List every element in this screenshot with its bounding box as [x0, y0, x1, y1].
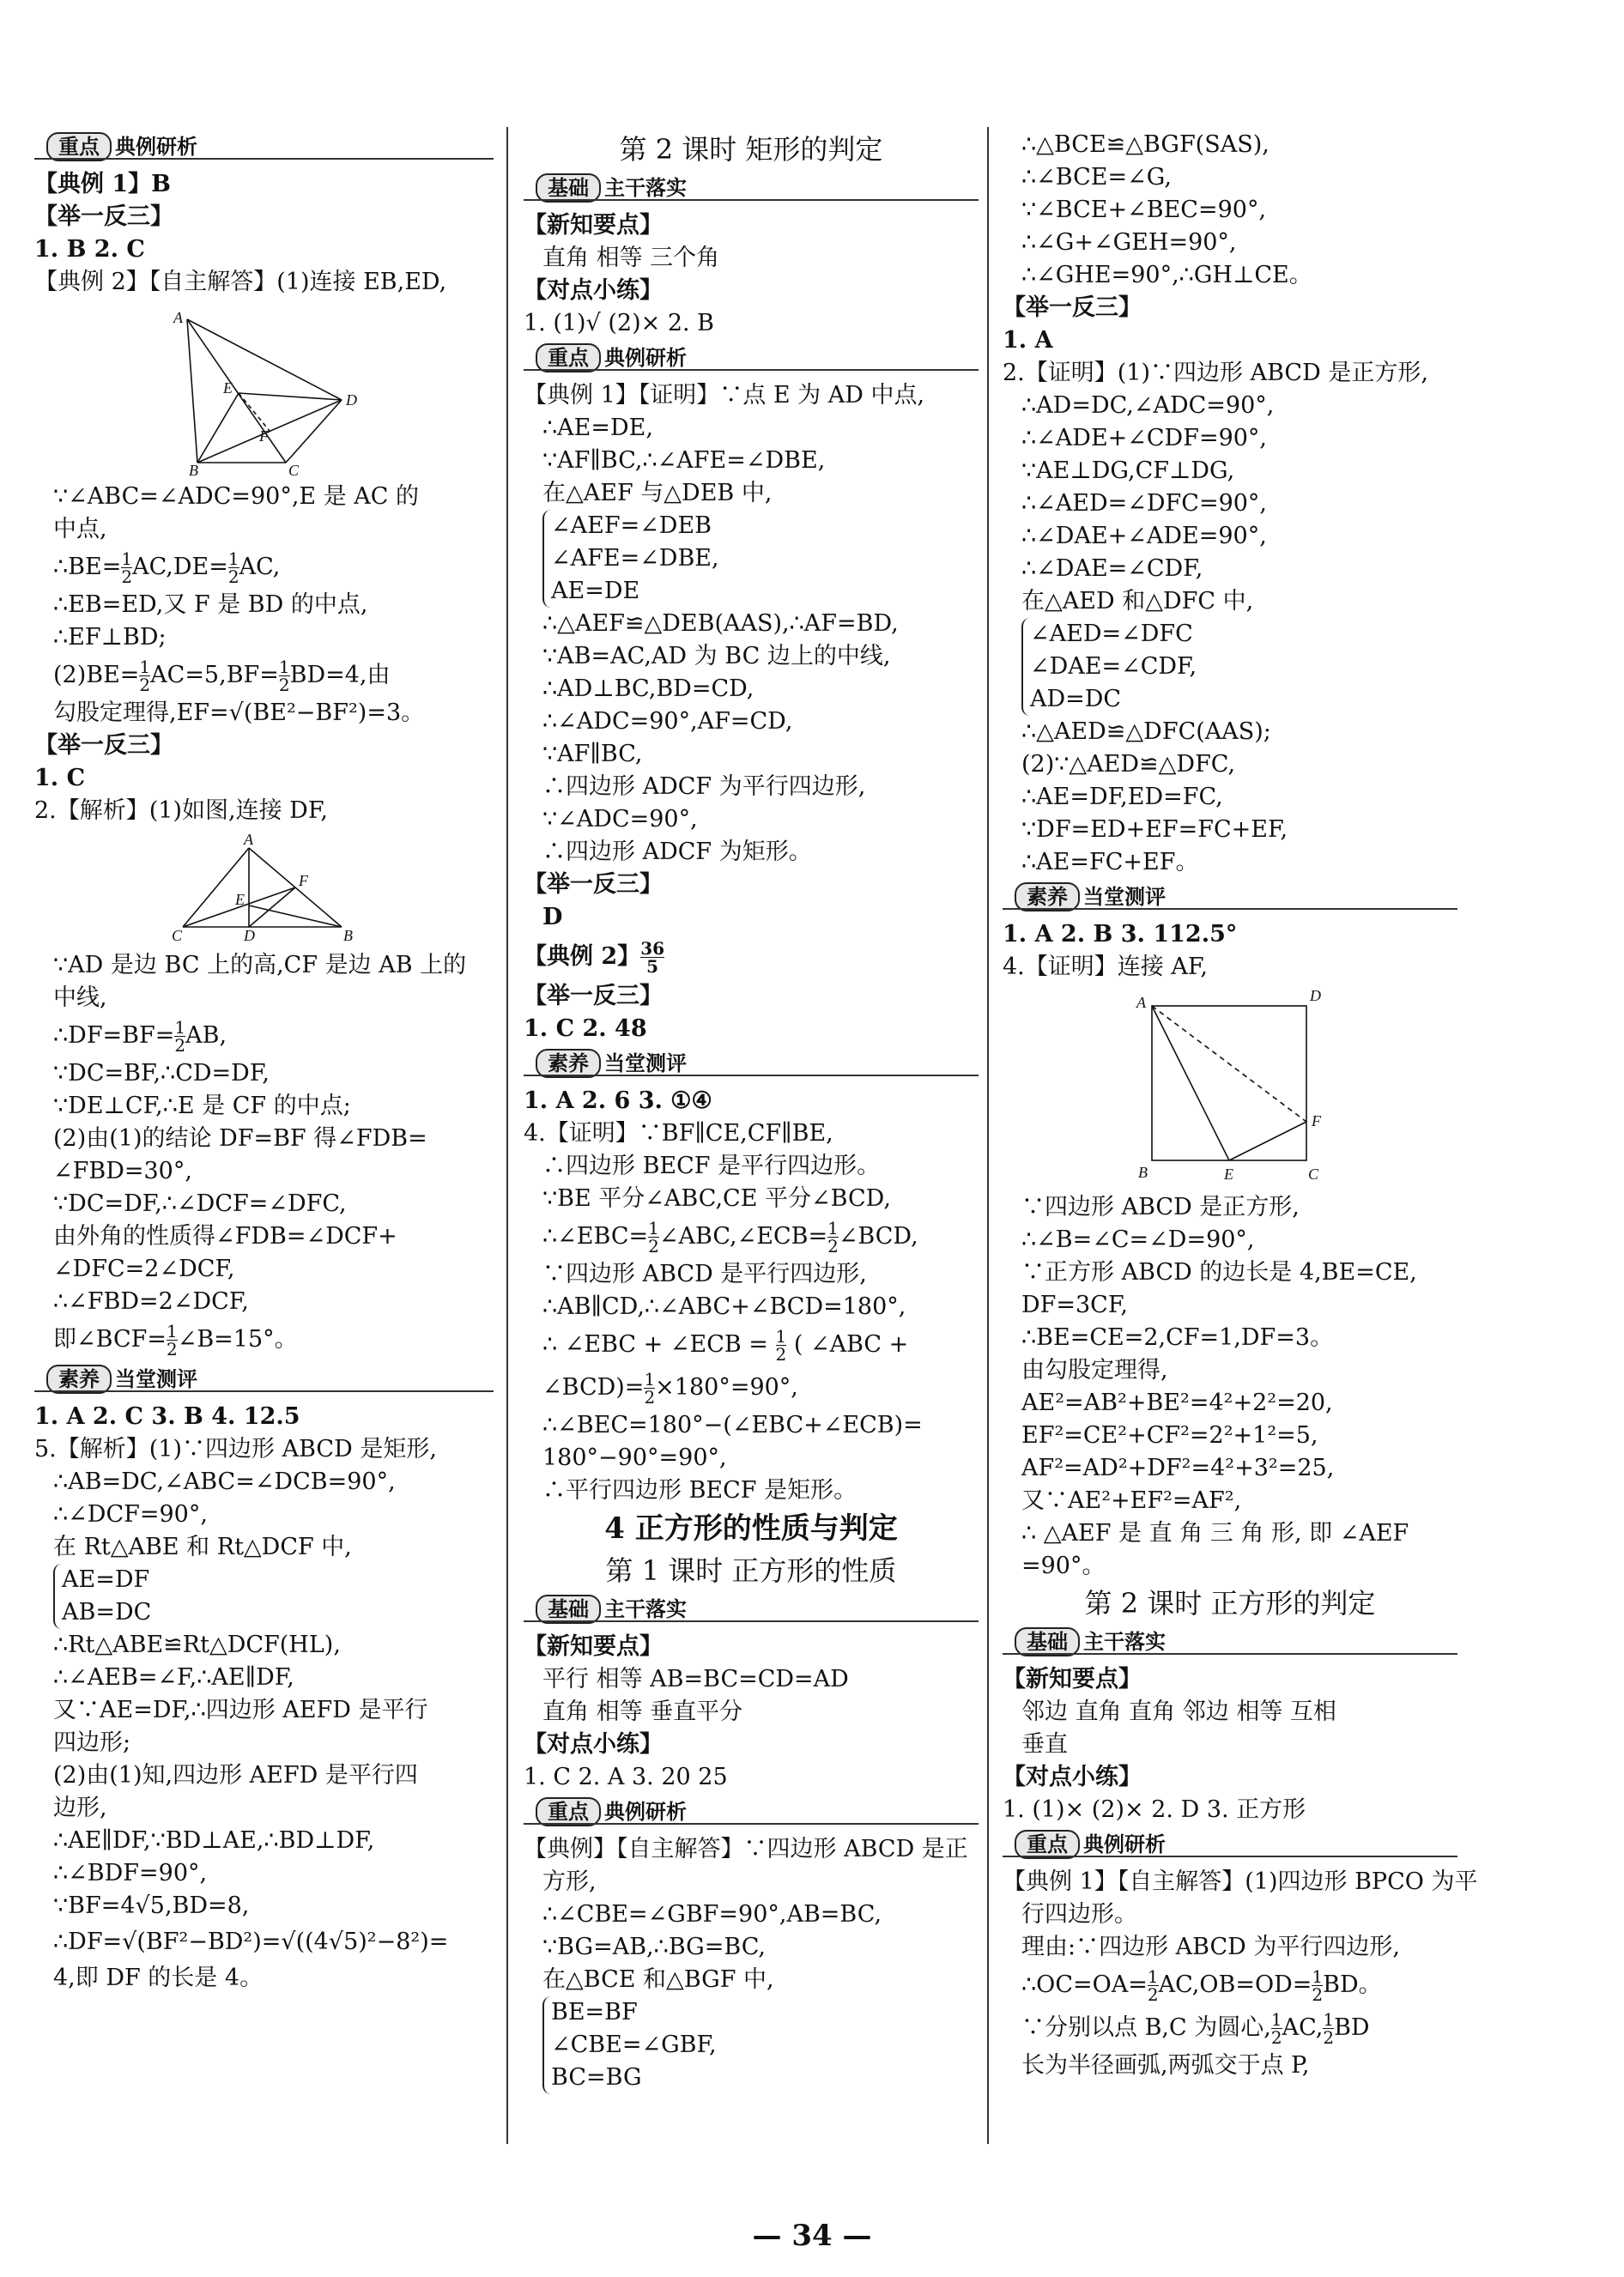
text-line: ∴AE∥DF,∵BD⊥AE,∴BD⊥DF,: [53, 1827, 375, 1854]
text-line: 中点,: [53, 516, 107, 542]
text-line: 180°−90°=90°,: [542, 1444, 727, 1471]
brace-system: [53, 1564, 494, 1629]
text-line: ∴∠ADC=90°,AF=CD,: [542, 708, 793, 735]
text-line: ∵AF∥BC,∴∠AFE=∠DBE,: [542, 447, 826, 474]
point-label: E: [1224, 1166, 1233, 1183]
text-line: BC=BG: [551, 2064, 642, 2091]
text-line: 【新知要点】: [524, 212, 663, 239]
point-label: D: [345, 391, 357, 409]
text-line: ∠DAE=∠CDF,: [1030, 653, 1197, 680]
section-tag: 重点: [1015, 1830, 1080, 1859]
text-line: 在△AED 和△DFC 中,: [1021, 588, 1254, 615]
text-line: ∴AE=DE,: [542, 415, 653, 441]
fraction: $\frac{1}{2}$: [644, 1369, 656, 1408]
text-line: 平行 相等 AB=BC=CD=AD: [542, 1666, 849, 1693]
text-line: ∴△AED≌△DFC(AAS);: [1021, 718, 1271, 745]
section-title: 典例研析: [1083, 1832, 1166, 1856]
text-line: 【典例 1】【自主解答】(1)四边形 BPCO 为平: [1003, 1868, 1478, 1895]
text-line: 【典例 2】 $\frac{36}{5}$: [524, 938, 665, 977]
text-line: ∴四边形 ADCF 为矩形。: [542, 839, 812, 865]
fraction: $\frac{1}{2}$: [139, 657, 151, 695]
text-line: 垂直: [1021, 1731, 1068, 1758]
section-header: [34, 130, 494, 165]
text-line: ∵∠ABC=∠ADC=90°,E 是 AC 的: [53, 483, 420, 510]
text-line: ∵AB=AC,AD 为 BC 边上的中线,: [542, 643, 891, 669]
text-line: 4.【证明】连接 AF,: [1003, 954, 1208, 980]
text-line: 1. A: [1003, 327, 1053, 354]
text-line: ∵∠ADC=90°,: [542, 806, 698, 833]
text-line: AD=DC: [1030, 686, 1122, 712]
text-line: 直角 相等 三个角: [542, 245, 720, 271]
text-line: 由勾股定理得,: [1021, 1357, 1168, 1384]
text-line: ∵AD 是边 BC 上的高,CF 是边 AB 上的: [53, 952, 467, 978]
text-line: ∴△AEF≌△DEB(AAS),∴AF=BD,: [542, 610, 899, 637]
brace-system: [1021, 618, 1457, 716]
point-label: A: [173, 309, 183, 326]
text-line: 2.【证明】(1)∵四边形 ABCD 是正方形,: [1003, 360, 1428, 386]
figure-triangle-abc: [170, 833, 359, 944]
text-line: ∴平行四边形 BECF 是矩形。: [542, 1477, 857, 1504]
text-line: 1. (1)√ (2)× 2. B: [524, 310, 715, 336]
text-line: ∴∠AED=∠DFC=90°,: [1021, 490, 1268, 517]
fraction: $\frac{1}{2}$: [174, 1017, 186, 1056]
text-line: D: [542, 904, 563, 930]
text-line: 【典例 1】【证明】∵点 E 为 AD 中点,: [524, 382, 925, 409]
text-line: ∴EB=ED,又 F 是 BD 的中点,: [53, 591, 368, 618]
text-line: ∵BG=AB,∴BG=BC,: [542, 1934, 766, 1960]
text-line: 又∵AE²+EF²=AF²,: [1021, 1487, 1242, 1514]
text-line: ∵DC=DF,∴∠DCF=∠DFC,: [53, 1190, 347, 1217]
point-label: F: [1312, 1112, 1321, 1129]
figure-square-abcd: [1131, 989, 1329, 1186]
text-line: 1. B 2. C: [34, 236, 145, 263]
text-line: ∴∠ADE+∠CDF=90°,: [1021, 425, 1268, 451]
text-line: ∴ ∠EBC + ∠ECB = $\frac{1}{2}$ ( ∠ABC +: [542, 1326, 909, 1365]
text-line: 由外角的性质得∠FDB=∠DCF+: [53, 1223, 397, 1250]
point-label: A: [243, 833, 253, 848]
section-header: [524, 342, 979, 376]
text-line: ∴Rt△ABE≌Rt△DCF(HL),: [53, 1632, 341, 1658]
point-label: A: [1136, 994, 1146, 1011]
text-line: 【新知要点】: [524, 1633, 663, 1660]
column-3: [1003, 129, 1478, 2082]
text-line: ∵BE 平分∠ABC,CE 平分∠BCD,: [542, 1185, 891, 1212]
text-line: (2)∵△AED≌△DFC,: [1021, 751, 1236, 778]
text-line: ∴∠BDF=90°,: [53, 1860, 208, 1886]
section-title: 典例研析: [115, 134, 197, 159]
section-tag: 素养: [1015, 882, 1080, 911]
fraction: $\frac{1}{2}$: [1323, 2009, 1335, 2048]
point-label: C: [1308, 1166, 1319, 1183]
text-line: ∠AED=∠DFC: [1030, 621, 1193, 647]
point-label: C: [288, 462, 299, 475]
text-line: AE²=AB²+BE²=4²+2²=20,: [1021, 1390, 1333, 1416]
text-line: 四边形;: [53, 1729, 131, 1756]
text-line: (2)由(1)知,四边形 AEFD 是平行四: [53, 1762, 418, 1789]
text-line: ∴AB∥CD,∴∠ABC+∠BCD=180°,: [542, 1293, 906, 1320]
text-line: ∴BE=CE=2,CF=1,DF=3。: [1021, 1324, 1334, 1351]
page-number: — 34 —: [752, 2219, 872, 2253]
figure-quadrilateral-abcd: [170, 304, 359, 475]
point-label: F: [258, 427, 269, 445]
text-line: 【对点小练】: [1003, 1764, 1142, 1790]
text-line: ∴AD=DC,∠ADC=90°,: [1021, 392, 1275, 419]
text-line: ∵分别以点 B,C 为圆心, $\frac{1}{2}$ AC, $\frac{1}{2}$ BD: [1021, 2009, 1370, 2048]
text-line: 【举一反三】: [34, 203, 173, 230]
fraction: $\frac{1}{2}$: [121, 548, 133, 587]
section-tag: 重点: [46, 132, 112, 161]
text-line: AE=DE: [551, 578, 640, 604]
text-line: 长为半径画弧,两弧交于点 P,: [1021, 2052, 1310, 2079]
text-line: ∴△BCE≌△BGF(SAS),: [1021, 131, 1270, 158]
point-label: B: [342, 927, 353, 944]
text-line: 1. A 2. C 3. B 4. 12.5: [34, 1403, 300, 1430]
text-line: ∴∠CBE=∠GBF=90°,AB=BC,: [542, 1901, 882, 1928]
text-line: ∴EF⊥BD;: [53, 624, 167, 651]
text-line: ∵正方形 ABCD 的边长是 4,BE=CE,: [1021, 1259, 1417, 1286]
section-title: 主干落实: [604, 175, 687, 200]
point-label: C: [171, 927, 182, 944]
text-line: ∵四边形 ABCD 是平行四边形,: [542, 1261, 867, 1287]
point-label: B: [1138, 1164, 1148, 1181]
text-line: 1. C 2. 48: [524, 1015, 647, 1042]
section-header: [1003, 881, 1457, 915]
text-line: ∵DF=ED+EF=FC+EF,: [1021, 816, 1288, 843]
text-line: 在 Rt△ABE 和 Rt△DCF 中,: [53, 1534, 352, 1560]
text-line: 【典例】【自主解答】∵四边形 ABCD 是正: [524, 1836, 968, 1862]
text-line: (2)由(1)的结论 DF=BF 得∠FDB=: [53, 1125, 427, 1152]
text-line: ∴DF=BF= $\frac{1}{2}$ AB,: [53, 1017, 227, 1056]
text-line: ∠BCD)= $\frac{1}{2}$ ×180°=90°,: [542, 1369, 798, 1408]
point-label: D: [1310, 989, 1321, 1004]
section-title: 典例研析: [604, 1799, 687, 1824]
section-title: 典例研析: [604, 345, 687, 370]
text-line: 【举一反三】: [524, 983, 663, 1009]
text-line: ∠CBE=∠GBF,: [551, 2032, 717, 2058]
section-header: [524, 1593, 979, 1627]
text-line: ∠AEF=∠DEB: [551, 512, 712, 539]
text-line: ∴AE=FC+EF。: [1021, 849, 1199, 875]
text-line: 勾股定理得,EF=√(BE²−BF²)=3。: [53, 699, 425, 726]
text-line: ∵BF=4√5,BD=8,: [53, 1892, 250, 1919]
text-line: 1. A 2. 6 3. ①④: [524, 1087, 712, 1114]
column-divider-2: [987, 127, 989, 2144]
text-line: ∴∠DAE=∠CDF,: [1021, 555, 1203, 582]
text-line: 在△AEF 与△DEB 中,: [542, 480, 773, 506]
text-line: ∴BE= $\frac{1}{2}$ AC,DE= $\frac{1}{2}$ AC,: [53, 548, 281, 587]
text-line: 理由:∵四边形 ABCD 为平行四边形,: [1021, 1934, 1400, 1960]
section-tag: 素养: [46, 1365, 112, 1394]
text-line: 【对点小练】: [524, 1731, 663, 1758]
fraction: $\frac{1}{2}$: [278, 657, 290, 695]
text-line: ∴OC=OA= $\frac{1}{2}$ AC,OB=OD= $\frac{1}{2}$ BD。: [1021, 1966, 1382, 2005]
text-line: 【新知要点】: [1003, 1666, 1142, 1693]
section-tag: 基础: [1015, 1627, 1080, 1656]
text-line: 直角 相等 垂直平分: [542, 1699, 743, 1725]
text-line: ∵四边形 ABCD 是正方形,: [1021, 1194, 1300, 1220]
text-line: 【对点小练】: [524, 277, 663, 304]
section-title: 当堂测评: [604, 1051, 687, 1075]
fraction: $\frac{1}{2}$: [166, 1321, 178, 1360]
fraction: $\frac{1}{2}$: [1312, 1966, 1324, 2005]
text-line: ∴∠BCE=∠G,: [1021, 164, 1172, 191]
text-line: EF²=CE²+CF²=2²+1²=5,: [1021, 1422, 1318, 1449]
point-label: E: [222, 379, 233, 397]
text-line: ∵∠BCE+∠BEC=90°,: [1021, 197, 1267, 223]
text-line: 【典例 2】【自主解答】(1)连接 EB,ED,: [34, 269, 447, 295]
text-line: 邻边 直角 直角 邻边 相等 互相: [1021, 1699, 1336, 1725]
section-title: 主干落实: [1083, 1629, 1166, 1654]
text-line: ∴∠DAE+∠ADE=90°,: [1021, 523, 1267, 549]
text-line: ∴∠BEC=180°−(∠EBC+∠ECB)=: [542, 1412, 923, 1438]
text-line: AF²=AD²+DF²=4²+3²=25,: [1021, 1455, 1335, 1481]
text-line: ∴∠DCF=90°,: [53, 1501, 208, 1528]
fraction: $\frac{1}{2}$: [227, 548, 239, 587]
text-line: 在△BCE 和△BGF 中,: [542, 1966, 774, 1993]
text-line: ∴∠B=∠C=∠D=90°,: [1021, 1226, 1255, 1253]
text-line: DF=3CF,: [1021, 1292, 1128, 1318]
column-divider-1: [506, 127, 508, 2144]
text-line: ∠FBD=30°,: [53, 1158, 192, 1184]
fraction: $\frac{1}{2}$: [1270, 2009, 1282, 2048]
section-header: [524, 1796, 979, 1830]
text-line: ∴∠FBD=2∠DCF,: [53, 1288, 249, 1315]
fraction: $\frac{1}{2}$: [775, 1326, 787, 1365]
section-header: [524, 1047, 979, 1081]
text-line: ∴AE=DF,ED=FC,: [1021, 784, 1223, 810]
text-line: 行四边形。: [1021, 1901, 1137, 1928]
section-header: [34, 1363, 494, 1397]
text-line: (2)BE= $\frac{1}{2}$ AC=5,BF= $\frac{1}{2}$ BD=4,由: [53, 657, 391, 695]
chapter-title: 4 正方形的性质与判定: [604, 1511, 898, 1546]
brace-system: [542, 510, 979, 608]
text-line: ∴∠GHE=90°,∴GH⊥CE。: [1021, 262, 1312, 288]
text-line: 1. A 2. B 3. 112.5°: [1003, 921, 1238, 948]
text-line: ∵DE⊥CF,∴E 是 CF 的中点;: [53, 1093, 351, 1119]
text-line: 【举一反三】: [1003, 294, 1142, 321]
section-header: [524, 172, 979, 206]
point-label: E: [234, 891, 245, 908]
text-line: 1. C 2. A 3. 20 25: [524, 1764, 728, 1790]
section-title: 当堂测评: [1083, 884, 1166, 909]
fraction: $\frac{1}{2}$: [1147, 1966, 1159, 2005]
column-1: [34, 129, 494, 1995]
text-line: ∠AFE=∠DBE,: [551, 545, 719, 572]
point-label: F: [298, 872, 308, 889]
text-line: 又∵AE=DF,∴四边形 AEFD 是平行: [53, 1697, 428, 1723]
text-line: ∴∠G+∠GEH=90°,: [1021, 229, 1237, 256]
lesson-title: 第 1 课时 正方形的性质: [605, 1554, 897, 1587]
section-title: 主干落实: [604, 1596, 687, 1621]
text-line: ∴∠AEB=∠F,∴AE∥DF,: [53, 1664, 294, 1691]
section-header: [1003, 1828, 1457, 1862]
text-line: ∴ △AEF 是 直 角 三 角 形, 即 ∠AEF: [1021, 1520, 1409, 1547]
text-line: ∴四边形 BECF 是平行四边形。: [542, 1153, 881, 1179]
text-line: 【举一反三】: [34, 732, 173, 759]
lesson-title: 第 2 课时 矩形的判定: [619, 133, 883, 166]
section-tag: 重点: [536, 1797, 601, 1826]
lesson-title: 第 2 课时 正方形的判定: [1084, 1587, 1376, 1620]
section-header: [1003, 1626, 1457, 1660]
text-line: 中线,: [53, 984, 107, 1011]
brace-system: [542, 1996, 979, 2094]
text-line: ∴AD⊥BC,BD=CD,: [542, 675, 754, 702]
section-tag: 基础: [536, 1595, 601, 1624]
text-line: ∴DF=√(BF²−BD²)=√((4√5)²−8²)=: [53, 1929, 449, 1955]
text-line: ∠DFC=2∠DCF,: [53, 1256, 235, 1282]
text-line: 4,即 DF 的长是 4。: [53, 1965, 264, 1991]
text-line: ∵AF∥BC,: [542, 741, 643, 767]
text-line: =90°。: [1021, 1553, 1106, 1579]
fraction: $\frac{36}{5}$: [640, 938, 665, 977]
text-line: ∴AB=DC,∠ABC=∠DCB=90°,: [53, 1469, 396, 1495]
text-line: 边形,: [53, 1795, 107, 1821]
text-line: BE=BF: [551, 1999, 638, 2026]
fraction: $\frac{1}{2}$: [648, 1218, 659, 1257]
text-line: 1. C: [34, 765, 86, 791]
fraction: $\frac{1}{2}$: [827, 1218, 839, 1257]
text-line: 【典例 1】B: [34, 171, 172, 197]
text-line: ∴四边形 ADCF 为平行四边形,: [542, 773, 866, 800]
section-tag: 基础: [536, 173, 601, 203]
text-line: 5.【解析】(1)∵四边形 ABCD 是矩形,: [34, 1436, 437, 1462]
section-tag: 重点: [536, 343, 601, 372]
text-line: ∴∠EBC= $\frac{1}{2}$ ∠ABC,∠ECB= $\frac{1}{2}$ ∠BCD,: [542, 1218, 918, 1257]
text-line: ∵DC=BF,∴CD=DF,: [53, 1060, 270, 1087]
text-line: 2.【解析】(1)如图,连接 DF,: [34, 797, 328, 824]
text-line: 4.【证明】∵BF∥CE,CF∥BE,: [524, 1120, 833, 1147]
text-line: 即∠BCF= $\frac{1}{2}$ ∠B=15°。: [53, 1321, 298, 1360]
section-title: 当堂测评: [115, 1366, 197, 1391]
text-line: AE=DF: [62, 1566, 150, 1593]
section-tag: 素养: [536, 1049, 601, 1078]
text-line: 【举一反三】: [524, 871, 663, 898]
text-line: 1. (1)× (2)× 2. D 3. 正方形: [1003, 1796, 1306, 1823]
text-line: 方形,: [542, 1868, 597, 1895]
point-label: B: [188, 462, 198, 475]
text-line: AB=DC: [62, 1599, 152, 1626]
column-2: [524, 129, 979, 2094]
point-label: D: [243, 927, 255, 944]
text-line: ∵AE⊥DG,CF⊥DG,: [1021, 457, 1235, 484]
